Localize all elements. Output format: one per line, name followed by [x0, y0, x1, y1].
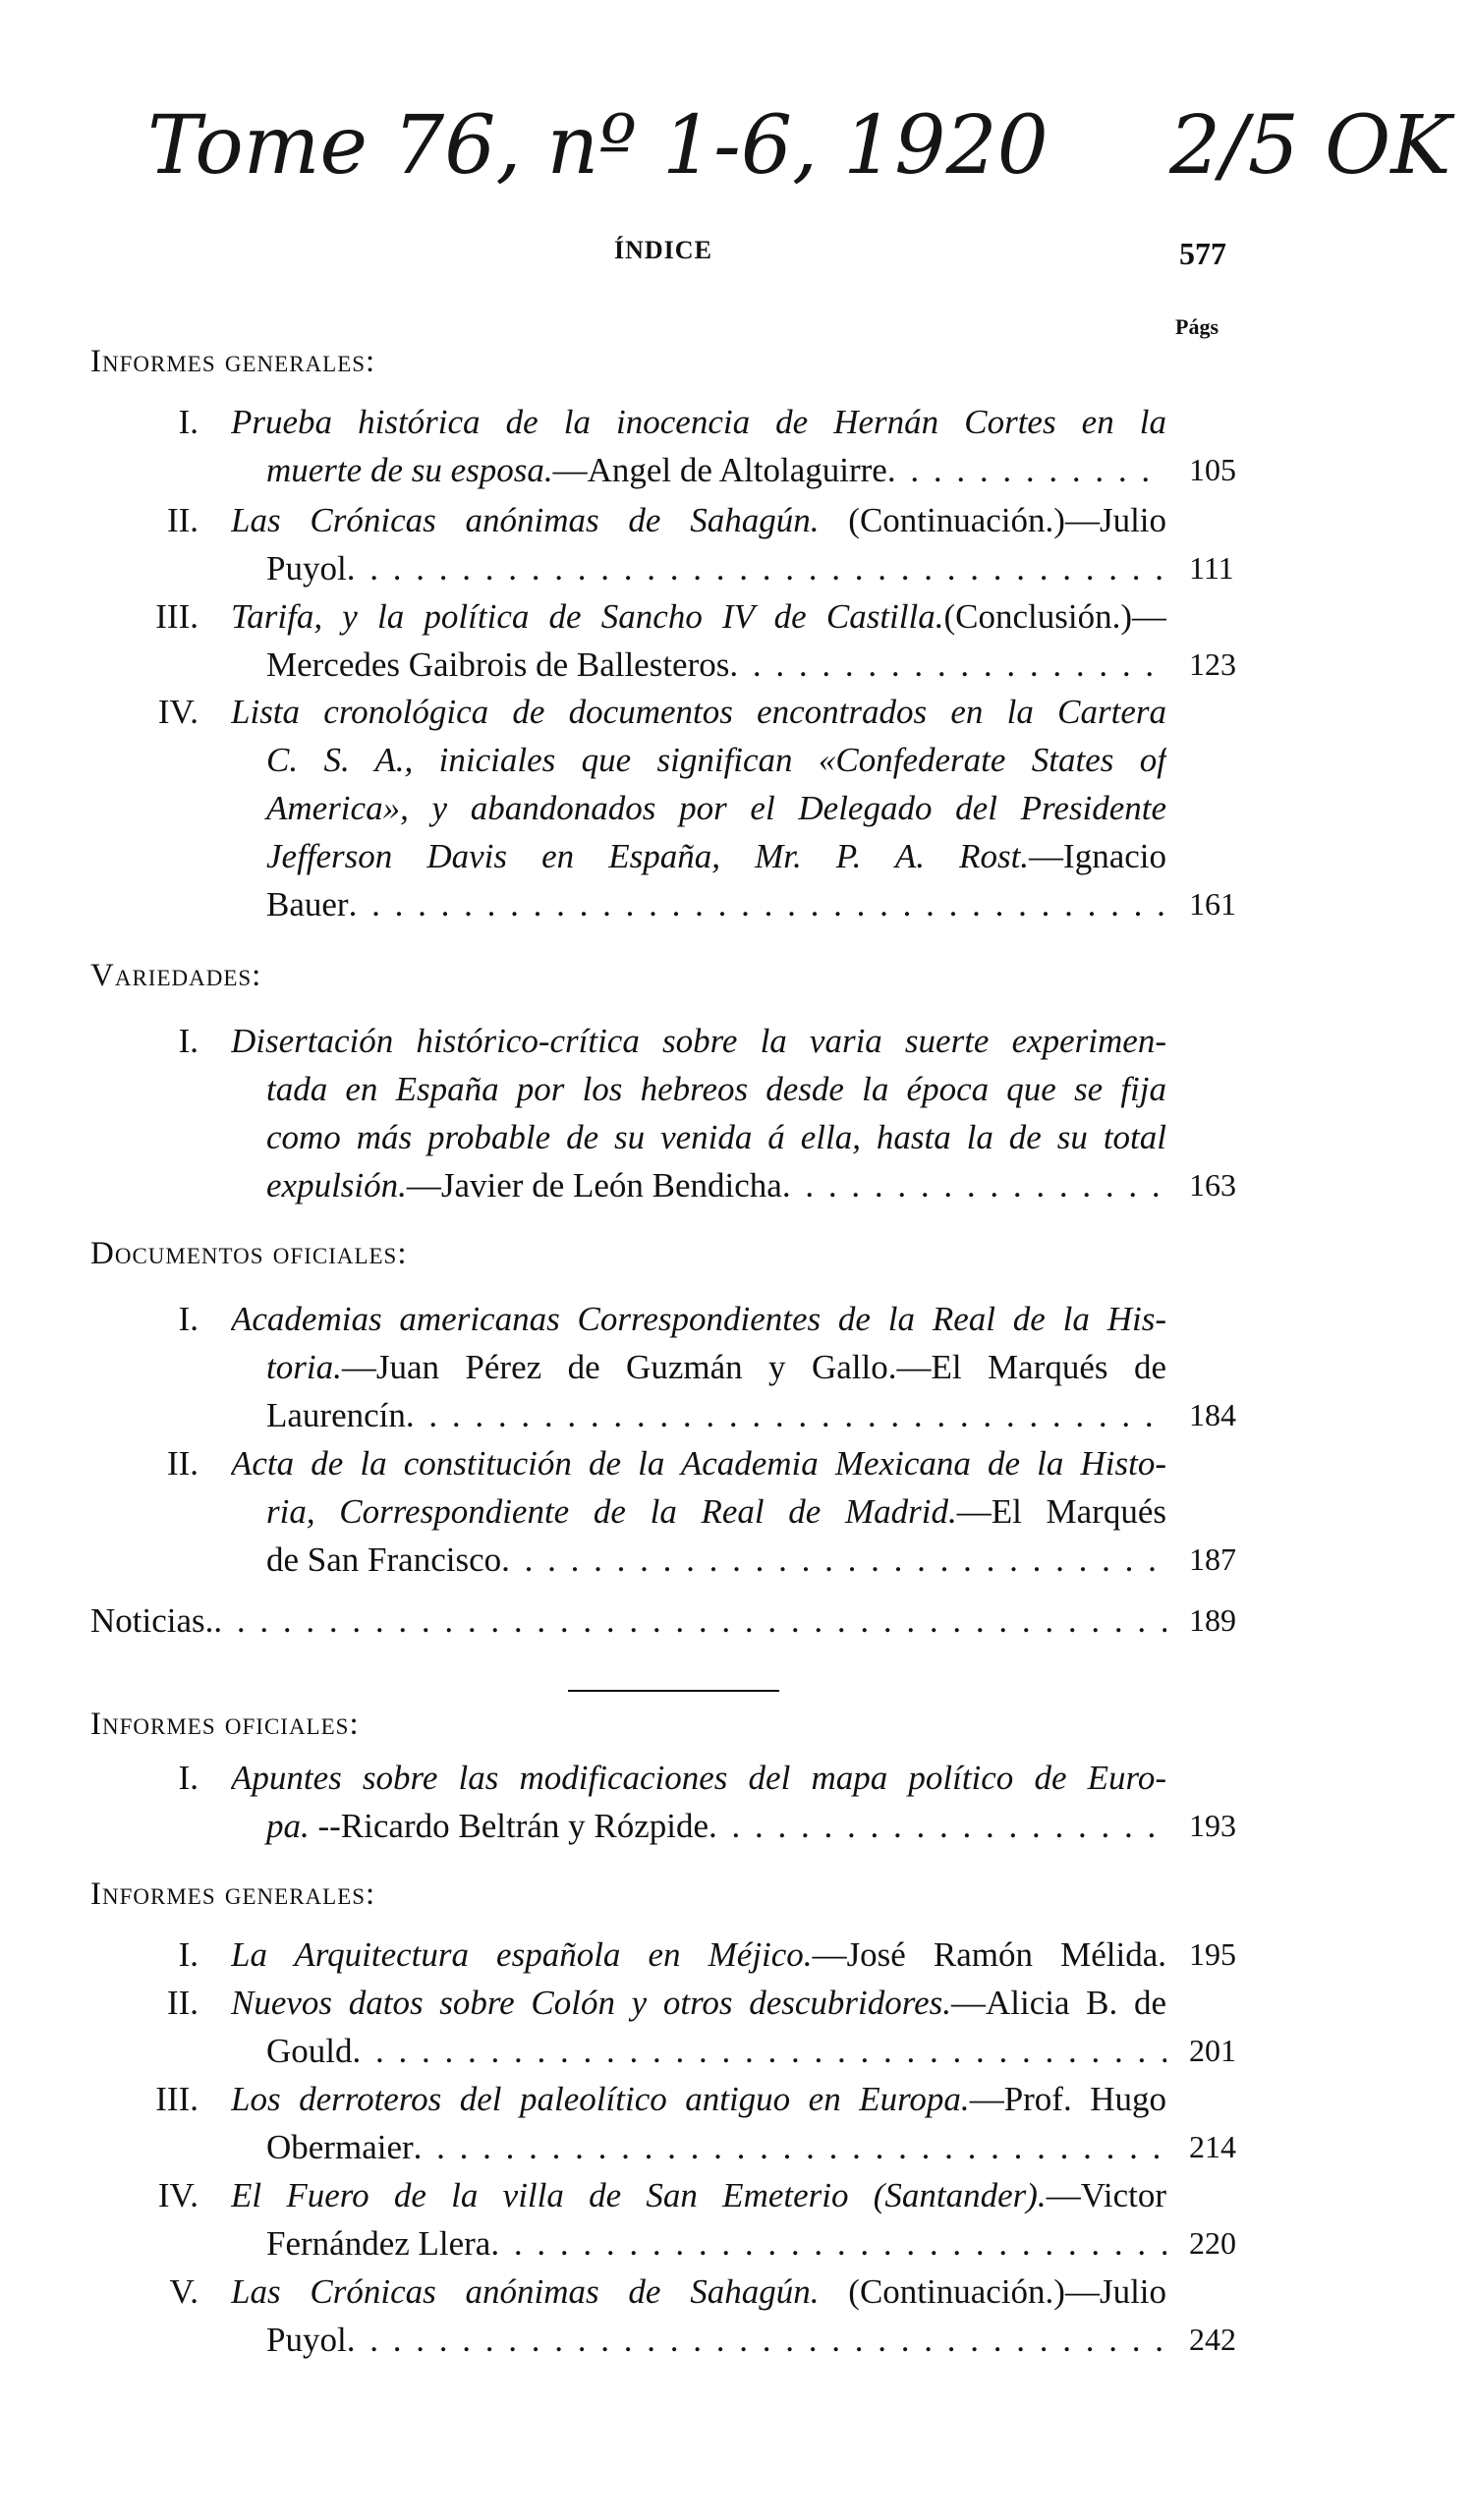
entry-author: —El Marqués: [956, 1492, 1166, 1531]
leader-dots: [347, 544, 1166, 592]
leader-dots: [414, 2123, 1166, 2171]
entry-author: (Conclusión.)—: [943, 597, 1166, 636]
entry-author: —Javier de León Bendicha: [406, 1166, 782, 1204]
leader-dots: [349, 880, 1166, 928]
entry-page: 193: [1189, 1808, 1236, 1843]
entry-author: —Alicia B. de: [950, 1984, 1166, 2022]
entry-title: El Fuero de la villa de San Emeterio (Santander).: [231, 2176, 1047, 2214]
handwritten-annotation-right: 2/5 OK: [1169, 99, 1451, 193]
entry-author: —Angel de Altolaguirre: [552, 451, 887, 489]
entry-number: IV.: [157, 693, 198, 731]
entry-title: muerte de su esposa.: [266, 451, 553, 489]
section-heading: Noticias.: [90, 1601, 214, 1640]
entry-title: America», y abandonados por el Delegado del Presidente: [266, 789, 1166, 827]
entry-page: 187: [1189, 1541, 1236, 1577]
leader-dots: [406, 1391, 1166, 1439]
entry-page: 161: [1189, 886, 1236, 922]
entry-page: 220: [1189, 2225, 1236, 2261]
entry-page: 242: [1189, 2322, 1236, 2357]
entry-title: Tarifa, y la política de Sancho IV de Castilla.: [231, 597, 944, 636]
leader-dots: [709, 1802, 1166, 1850]
entry-title: ria, Correspondiente de la Real de Madrid.: [266, 1492, 957, 1531]
entry-number: V.: [169, 2272, 198, 2311]
entry-page: 184: [1189, 1397, 1236, 1432]
divider-rule: [568, 1690, 779, 1692]
leader-dots: [501, 1536, 1166, 1584]
entry-title: Disertación histórico-crítica sobre la varia suerte experimen-: [231, 1022, 1166, 1060]
entry-title: expulsión.: [266, 1166, 407, 1204]
entry-title: C. S. A., iniciales que significan «Confederate States of: [266, 741, 1166, 779]
section-heading: Variedades:: [90, 958, 262, 993]
entry-title: pa.: [266, 1807, 310, 1845]
entry-author: —Juan Pérez de Guzmán y Gallo.—El Marqués de: [341, 1348, 1166, 1386]
entry-author: (Continuación.)—Julio: [848, 501, 1166, 539]
entry-title: Academias americanas Correspondientes de la Real de la His-: [231, 1300, 1166, 1338]
entry-page: 201: [1189, 2033, 1236, 2068]
entry-author: Puyol: [266, 549, 347, 588]
entry-author: —José Ramón Mélida.: [812, 1935, 1166, 1974]
entry-author: de San Francisco: [266, 1540, 502, 1579]
entry-page: 195: [1189, 1936, 1236, 1972]
entry-title: Las Crónicas anónimas de Sahagún.: [231, 501, 820, 539]
entry-author: Gould: [266, 2032, 353, 2070]
section-heading: Informes oficiales:: [90, 1707, 360, 1742]
entry-title: La Arquitectura española en Méjico.: [231, 1935, 813, 1974]
entry-number: I.: [178, 403, 198, 441]
entry-number: I.: [178, 1300, 198, 1338]
entry-title: Apuntes sobre las modificaciones del mapa político de Euro-: [231, 1759, 1166, 1797]
entry-number: II.: [166, 1444, 198, 1483]
entry-page: 123: [1189, 646, 1236, 682]
entry-page: 214: [1189, 2129, 1236, 2164]
entry-author: --Ricardo Beltrán y Rózpide: [317, 1807, 709, 1845]
entry-page: 105: [1189, 452, 1236, 487]
entry-author: Mercedes Gaibrois de Ballesteros: [266, 645, 730, 684]
leader-dots: [353, 2027, 1167, 2075]
entry-title: Acta de la constitución de la Academia Mexicana de la Histo-: [231, 1444, 1166, 1483]
entry-title: toria.: [266, 1348, 342, 1386]
entry-page: 111: [1189, 550, 1234, 586]
entry-page: 163: [1189, 1167, 1236, 1203]
entry-title: Nuevos datos sobre Colón y otros descubridores.: [231, 1984, 951, 2022]
leader-dots: [490, 2219, 1166, 2268]
entry-author: (Continuación.)—Julio: [848, 2272, 1166, 2311]
entry-author: Obermaier: [266, 2128, 414, 2166]
entry-author: Fernández Llera: [266, 2224, 491, 2263]
leader-dots: [782, 1161, 1166, 1209]
entry-author: —Prof. Hugo: [969, 2080, 1166, 2118]
page-number: 577: [1179, 236, 1226, 271]
entry-number: III.: [155, 597, 198, 636]
page-title: ÍNDICE: [614, 236, 712, 264]
entry-title: tada en España por los hebreos desde la época que se fija: [266, 1070, 1166, 1108]
entry-author: —Ignacio: [1029, 837, 1166, 875]
entry-author: Bauer: [266, 885, 349, 924]
entry-number: I.: [178, 1759, 198, 1797]
entry-author: Laurencín: [266, 1396, 406, 1434]
entry-title: Jefferson Davis en España, Mr. P. A. Rost.: [266, 837, 1030, 875]
entry-number: I.: [178, 1022, 198, 1060]
entry-title: Prueba histórica de la inocencia de Hernán Cortes en la: [231, 403, 1166, 441]
entry-number: II.: [166, 1984, 198, 2022]
entry-number: II.: [166, 501, 198, 539]
entry-title: Las Crónicas anónimas de Sahagún.: [231, 2272, 820, 2311]
leader-dots: [887, 446, 1166, 494]
entry-title: como más probable de su venida á ella, hasta la de su total: [266, 1118, 1166, 1156]
pages-column-label: Págs: [1175, 314, 1219, 339]
entry-title: Los derroteros del paleolítico antiguo en Europa.: [231, 2080, 970, 2118]
entry-author: —Victor: [1046, 2176, 1166, 2214]
leader-dots: [347, 2316, 1166, 2364]
leader-dots: [213, 1596, 1166, 1645]
entry-number: I.: [178, 1935, 198, 1974]
entry-author: Puyol: [266, 2321, 347, 2359]
entry-number: IV.: [157, 2176, 198, 2214]
handwritten-annotation-left: Tome 76, nº 1-6, 1920: [147, 99, 1049, 193]
section-heading: Informes generales:: [90, 344, 376, 379]
entry-number: III.: [155, 2080, 198, 2118]
section-heading: Informes generales:: [90, 1876, 376, 1912]
section-heading: Documentos oficiales:: [90, 1236, 408, 1271]
leader-dots: [729, 641, 1166, 689]
entry-page: 189: [1189, 1602, 1236, 1638]
entry-title: Lista cronológica de documentos encontrados en la Cartera: [231, 693, 1166, 731]
